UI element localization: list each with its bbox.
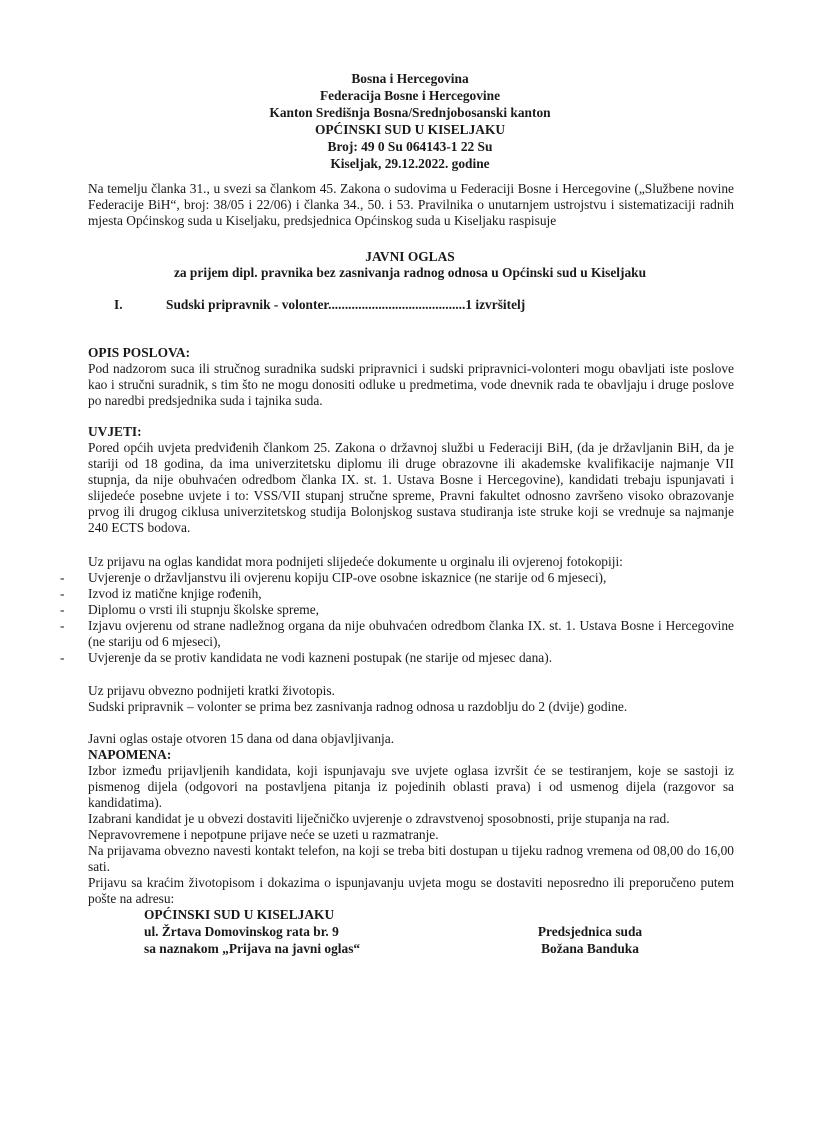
napomena-p3: Nepravovremene i nepotpune prijave neće se uzeti u razmatranje. (88, 827, 439, 842)
header-place-date: Kiseljak, 29.12.2022. godine (330, 156, 490, 171)
intro-text: Na temelju članka 31., u svezi sa člankom 45. Zakona o sudovima u Federaciji Bosne i Hercegovine („Službene novine Federacije BiH“, broj: 38/05 i 22/06) i članka 34., 50. i 53. Pravilnika o unutarnjem ustrojstvu i sistematizaciji radnih mjesta Općinskog suda u Kiseljaku, predsjednica Općinskog suda u Kiseljaku raspisuje (88, 181, 734, 228)
address-street: ul. Žrtava Domovinskog rata br. 9 (144, 924, 339, 939)
intro-paragraph (88, 181, 734, 229)
header-country: Bosna i Hercegovina (351, 71, 469, 86)
signature-block (520, 923, 660, 957)
header-court: OPĆINSKI SUD U KISELJAKU (314, 122, 506, 137)
title-sub: za prijem dipl. pravnika bez zasnivanja radnog odnosa u Općinski sud u Kiseljaku (173, 265, 647, 280)
position-number: I. (114, 297, 123, 312)
opis-section (88, 345, 734, 409)
napomena-p5: Prijavu sa kraćim životopisom i dokazima o ispunjavanju uvjeta mogu se dostaviti neposredno ili preporučeno putem pošte na adresu: (88, 875, 734, 906)
header-federation: Federacija Bosne i Hercegovine (319, 88, 501, 103)
napomena-heading: NAPOMENA: (88, 747, 172, 762)
uvjeti-section (88, 424, 734, 536)
header-canton: Kanton Središnja Bosna/Srednjobosanski kanton (269, 105, 551, 120)
open-period-text: Javni oglas ostaje otvoren 15 dana od dana objavljivanja. (88, 731, 395, 746)
uvjeti-text: Pored općih uvjeta predviđenih člankom 25. Zakona o državnoj službi u Federaciji BiH, (da je državljanin BiH, da je stariji od 18 godina, da ima univerzitetsku diplomu ili druge obrazovne ili akademske kvalifikacije najmanje VII stupnja, da nije obuhvaćen odredbom članka IX. st. 1. Ustava Bosne i Hercegovine), kandidati trebaju ispunjavati i slijedeće posebne uvjete i to: VSS/VII stupanj stručne spreme, Pravni fakultet odnosno završeno visoko obrazovanje prvog ili drugog ciklusa univerzitetskog studija Bolonjskog sustava studiranja iste struke koji se vrednuje sa najmanje 240 ECTS bodova. (88, 440, 734, 535)
cv-line-2: Sudski pripravnik – volonter se prima bez zasnivanja radnog odnosa u razdoblju do 2 (dvije) godine. (88, 699, 628, 714)
list-item: - Diplomu o vrsti ili stupnju školske spreme, (60, 602, 319, 617)
documents-list (60, 570, 734, 666)
list-dash: - (60, 650, 65, 665)
signature-name: Božana Banduka (541, 941, 639, 956)
list-item: - Izjavu ovjerenu od strane nadležnog organa da nije obuhvaćen odredbom članka IX. st. 1. Ustava Bosne i Hercegovine (ne stariju od 6 mjeseci), (60, 618, 734, 649)
opis-text: Pod nadzorom suca ili stručnog suradnika sudski pripravnici i sudski pripravnici-volonteri mogu obavljati iste poslove kao i stručni suradnik, s tim što ne mogu donositi odluke u predmetima, vode dnevnik rada te obavljaju i druge poslove po naredbi predsjednika suda i tajnika suda. (88, 361, 734, 408)
cv-line-1: Uz prijavu obvezno podnijeti kratki životopis. (88, 683, 335, 698)
napomena-p4: Na prijavama obvezno navesti kontakt telefon, na koji se treba biti dostupan u tijeku radnog vremena od 08,00 do 16,00 sati. (88, 843, 734, 874)
documents-intro-text: Uz prijavu na oglas kandidat mora podnijeti slijedeće dokumente u orginalu ili ovjerenoj fotokopiji: (88, 554, 623, 569)
opis-heading: OPIS POSLOVA: (88, 345, 191, 360)
signature-role: Predsjednica suda (537, 924, 643, 939)
cv-section (88, 683, 734, 715)
uvjeti-heading: UVJETI: (88, 424, 142, 439)
header-reference-number: Broj: 49 0 Su 064143-1 22 Su (327, 139, 493, 154)
list-item: - Uvjerenje da se protiv kandidata ne vodi kazneni postupak (ne starije od mjesec dana). (60, 650, 553, 665)
list-item: - Izvod iz matične knjige rođenih, (60, 586, 262, 601)
court-address (144, 906, 360, 957)
napomena-p2: Izabrani kandidat je u obvezi dostaviti liječničko uvjerenje o zdravstvenoj sposobnosti, prije stupanja na rad. (88, 811, 670, 826)
title-main: JAVNI OGLAS (365, 249, 455, 264)
list-dash: - (60, 586, 65, 601)
document-header (0, 70, 820, 172)
documents-intro (88, 554, 734, 570)
position-line (114, 297, 525, 313)
list-dash: - (60, 602, 65, 617)
list-dash: - (60, 618, 65, 633)
napomena-p1: Izbor između prijavljenih kandidata, koji ispunjavaju sve uvjete oglasa izvršit će se testiranjem, koje se sastoji iz pismenog dijela (odgovori na postavljena pitanja iz pojedinih oblasti prava) i od usmenog dijela (razgovor sa kandidatima). (88, 763, 734, 810)
address-court: OPĆINSKI SUD U KISELJAKU (144, 907, 335, 922)
list-dash: - (60, 570, 65, 585)
title-block (0, 249, 820, 281)
list-item: - Uvjerenje o državljanstvu ili ovjerenu kopiju CIP-ove osobne iskaznice (ne starije od 6 mjeseci), (60, 570, 607, 585)
napomena-section (88, 731, 734, 907)
position-text: Sudski pripravnik - volonter.........................................1 izvršitelj (166, 297, 526, 312)
address-note: sa naznakom „Prijava na javni oglas“ (144, 941, 361, 956)
